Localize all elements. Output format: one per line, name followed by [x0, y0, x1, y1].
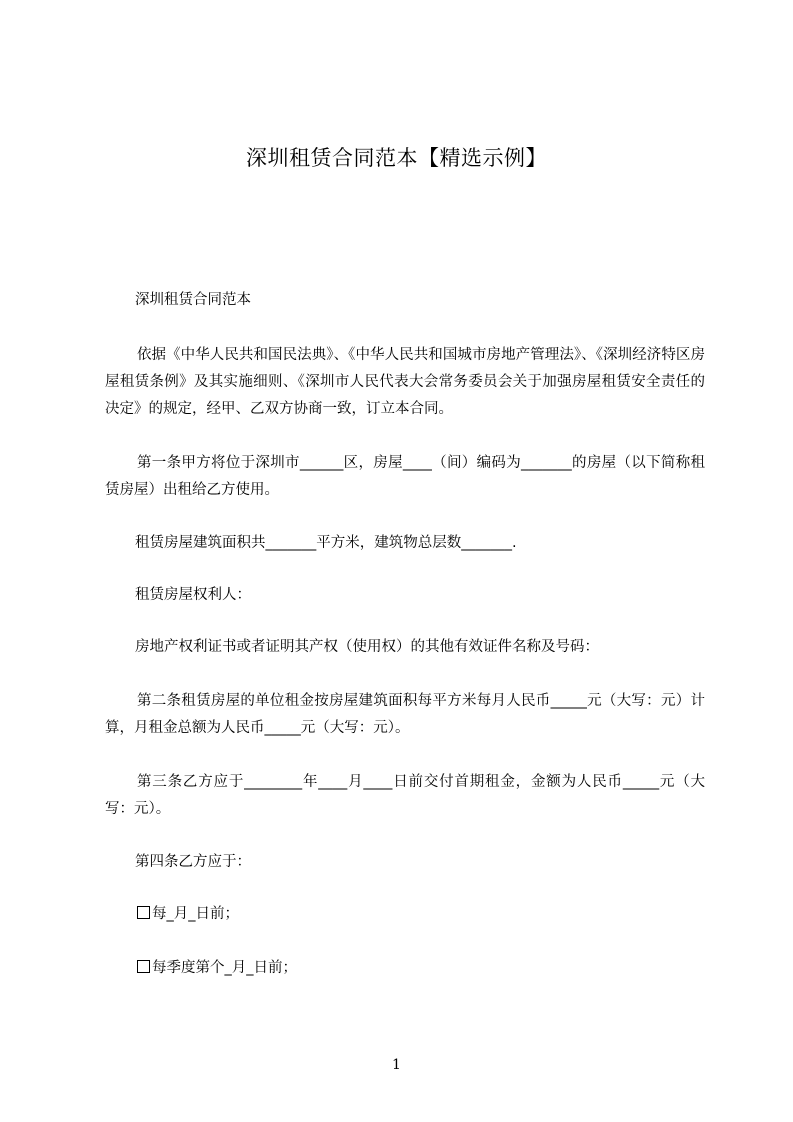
- checkbox-icon: [137, 960, 150, 973]
- page-number: 1: [392, 1057, 401, 1073]
- paragraph-basis: 依据《中华人民共和国民法典》、《中华人民共和国城市房地产管理法》、《深圳经济特区房屋租赁条例》及其实施细则、《深圳市人民代表大会常务委员会关于加强房屋租赁安全责任的决定》的规定，经甲、乙双方协商一致，订立本合同。: [105, 347, 705, 417]
- option-monthly-label: 每_月_日前；: [152, 906, 239, 922]
- paragraph-owner: 租赁房屋权利人：: [135, 587, 251, 603]
- option-quarterly: [137, 955, 297, 982]
- paragraph-article-4: 第四条乙方应于：: [135, 854, 251, 870]
- paragraph-article-1: 第一条甲方将位于深圳市______区，房屋____（间）编码为_______的房屋（以下简称租赁房屋）出租给乙方使用。: [105, 455, 705, 498]
- document-title: 深圳租赁合同范本【精选示例】: [246, 146, 547, 170]
- paragraph-area: 租赁房屋建筑面积共_______平方米，建筑物总层数_______.: [135, 535, 517, 551]
- paragraph-article-3: 第三条乙方应于________年____月____日前交付首期租金，金额为人民币_____元（大写：元）。: [105, 774, 705, 817]
- option-quarterly-label: 每季度第个_月_日前；: [152, 960, 297, 976]
- document-heading: 深圳租赁合同范本: [135, 292, 251, 308]
- paragraph-certificate: 房地产权利证书或者证明其产权（使用权）的其他有效证件名称及号码：: [135, 639, 599, 655]
- checkbox-icon: [137, 906, 150, 919]
- option-monthly: [137, 901, 239, 928]
- paragraph-article-2: 第二条租赁房屋的单位租金按房屋建筑面积每平方米每月人民币_____元（大写：元）计算，月租金总额为人民币_____元（大写：元）。: [105, 693, 705, 736]
